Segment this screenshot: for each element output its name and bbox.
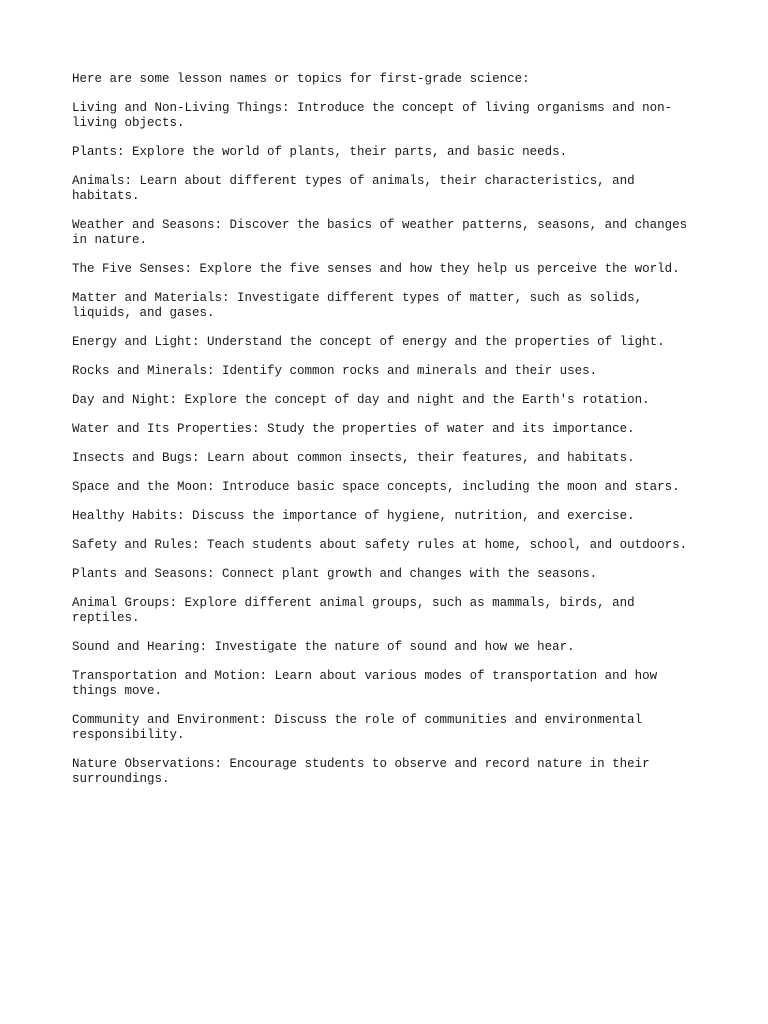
topic-paragraph: Transportation and Motion: Learn about various modes of transportation and how things move. <box>72 669 658 698</box>
topic-paragraph: Safety and Rules: Teach students about safety rules at home, school, and outdoors. <box>72 538 688 552</box>
topic-paragraph: Animals: Learn about different types of animals, their characteristics, and habitats. <box>72 174 635 203</box>
topic-paragraph: Living and Non-Living Things: Introduce the concept of living organisms and non-living objects. <box>72 101 673 130</box>
topic-paragraph: Day and Night: Explore the concept of day and night and the Earth's rotation. <box>72 393 650 407</box>
topic-paragraph: Matter and Materials: Investigate different types of matter, such as solids, liquids, and gases. <box>72 291 643 320</box>
topic-paragraph: Nature Observations: Encourage students to observe and record nature in their surroundings. <box>72 757 650 786</box>
topic-paragraph: Animal Groups: Explore different animal groups, such as mammals, birds, and reptiles. <box>72 596 635 625</box>
topic-paragraph: Space and the Moon: Introduce basic space concepts, including the moon and stars. <box>72 480 680 494</box>
topic-paragraph: The Five Senses: Explore the five senses and how they help us perceive the world. <box>72 262 680 276</box>
topic-paragraph: Healthy Habits: Discuss the importance of hygiene, nutrition, and exercise. <box>72 509 635 523</box>
topic-paragraph: Weather and Seasons: Discover the basics of weather patterns, seasons, and changes in nature. <box>72 218 688 247</box>
topic-paragraph: Insects and Bugs: Learn about common insects, their features, and habitats. <box>72 451 635 465</box>
intro-text: Here are some lesson names or topics for first-grade science: <box>72 72 530 86</box>
document-page <box>72 72 702 801</box>
topic-paragraph: Rocks and Minerals: Identify common rocks and minerals and their uses. <box>72 364 598 378</box>
topic-paragraph: Water and Its Properties: Study the properties of water and its importance. <box>72 422 635 436</box>
topic-paragraph: Energy and Light: Understand the concept of energy and the properties of light. <box>72 335 665 349</box>
topic-paragraph: Plants and Seasons: Connect plant growth and changes with the seasons. <box>72 567 598 581</box>
topic-paragraph: Plants: Explore the world of plants, their parts, and basic needs. <box>72 145 568 159</box>
topic-paragraph: Sound and Hearing: Investigate the nature of sound and how we hear. <box>72 640 575 654</box>
topic-paragraph: Community and Environment: Discuss the role of communities and environmental responsibility. <box>72 713 643 742</box>
